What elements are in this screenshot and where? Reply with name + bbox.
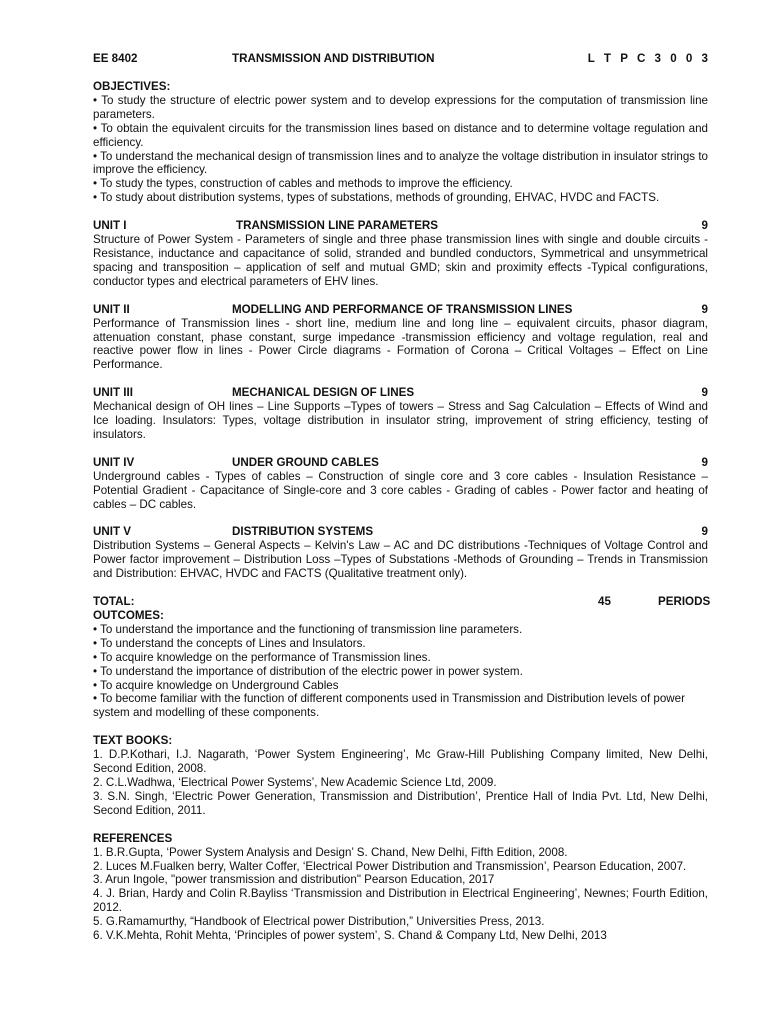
text-book-item: 1. D.P.Kothari, I.J. Nagarath, ‘Power System Engineering’, Mc Graw-Hill Publishing Company limited, New Delhi, Second Edition, 2008. [93,748,708,776]
text-books-heading: TEXT BOOKS: [93,734,173,748]
unit-5-section [93,525,708,581]
objectives-section [93,80,708,205]
unit-4-section [93,456,708,512]
unit-hours: 9 [701,455,708,469]
reference-item: 6. V.K.Mehta, Rohit Mehta, ‘Principles of power system’, S. Chand & Company Ltd, New Delhi, 2013 [93,929,607,943]
total-label: TOTAL: [93,595,135,609]
total-periods-row [93,595,711,609]
unit-heading [93,303,708,317]
unit-hours: 9 [701,525,708,539]
reference-item: 2. Luces M.Fualken berry, Walter Coffer, ‘Electrical Power Distribution and Transmission’, Pearson Education, 2007. [93,859,687,873]
reference-item: 3. Arun Ingole, "power transmission and distribution" Pearson Education, 2017 [93,873,495,887]
unit-label: UNIT I [93,219,127,233]
text-book-item: 3. S.N. Singh, ‘Electric Power Generation, Transmission and Distribution’, Prentice Hall of India Pvt. Ltd, New Delhi, Second Edition, 2011. [93,789,708,817]
course-code: EE 8402 [93,52,138,65]
ltpc-credits: L T P C 3 0 0 3 [587,52,711,65]
unit-hours: 9 [701,386,708,400]
outcomes-heading: OUTCOMES: [93,609,164,622]
unit-hours: 9 [701,302,708,316]
total-unit: PERIODS [658,595,711,609]
objective-item: • To obtain the equivalent circuits for the transmission lines based on distance and to determine voltage regulation and efficiency. [93,121,708,149]
unit-label: UNIT IV [93,455,135,469]
unit-body: Distribution Systems – General Aspects – Kelvin's Law – AC and DC distributions -Techniques of Voltage Control and Power factor improvement – Distribution Loss –Types of Substations -Methods of Grounding – Trends in Transmission and Distribution: EHVAC, HVDC and FACTS (Qualitative treatment only). [93,539,708,581]
unit-title: UNDER GROUND CABLES [232,455,379,469]
text-books-section [93,734,708,817]
unit-heading [93,386,708,400]
unit-label: UNIT II [93,302,130,316]
outcome-item: • To acquire knowledge on the performance of Transmission lines. [93,650,431,664]
reference-item: 4. J. Brian, Hardy and Colin R.Bayliss ‘Transmission and Distribution in Electrical Engineering’, Newnes; Fourth Edition, 2012. [93,887,708,915]
unit-title: TRANSMISSION LINE PARAMETERS [236,219,439,233]
total-number: 45 [598,595,611,609]
outcome-item: • To understand the concepts of Lines and Insulators. [93,636,366,650]
outcome-item: • To become familiar with the function of different components used in Transmission and Distribution levels of power system and modelling of these components. [93,692,685,720]
course-title: TRANSMISSION AND DISTRIBUTION [232,52,435,65]
unit-heading [93,456,708,470]
unit-hours: 9 [701,219,708,233]
references-heading: REFERENCES [93,831,173,845]
unit-heading [93,525,708,539]
unit-label: UNIT V [93,525,132,539]
course-header [93,52,711,66]
unit-2-section [93,303,708,373]
unit-body: Structure of Power System - Parameters of single and three phase transmission lines with single and double circuits -Resistance, inductance and capacitance of solid, stranded and bundled conductors, Symmetrical and unsymmetrical spacing and transposition – application of self and mutual GMD; skin and proximity effects -Typical configurations, conductor types and electrical parameters of EHV lines. [93,233,708,288]
objective-item: • To study the types, construction of cables and methods to improve the efficiency. [93,177,513,191]
unit-1-section [93,219,708,289]
unit-title: MODELLING AND PERFORMANCE OF TRANSMISSION LINES [232,302,573,316]
unit-body: Underground cables - Types of cables – Construction of single core and 3 core cables - Insulation Resistance – Potential Gradient - Capacitance of Single-core and 3 core cables - Grading of cables - Power factor and heating of cables – DC cables. [93,469,708,511]
unit-label: UNIT III [93,386,133,400]
unit-heading [93,219,708,233]
objective-item: • To understand the mechanical design of transmission lines and to analyze the voltage distribution in insulator strings to improve the efficiency. [93,149,708,177]
outcome-item: • To understand the importance of distribution of the electric power in power system. [93,664,523,678]
unit-body: Mechanical design of OH lines – Line Supports –Types of towers – Stress and Sag Calculation – Effects of Wind and Ice loading. Insulators: Types, voltage distribution in insulator string, improvement of string efficiency, testing of insulators. [93,400,708,441]
unit-title: DISTRIBUTION SYSTEMS [232,525,374,539]
objectives-heading: OBJECTIVES: [93,80,171,93]
outcome-item: • To understand the importance and the functioning of transmission line parameters. [93,622,523,636]
unit-title: MECHANICAL DESIGN OF LINES [232,386,415,400]
text-book-item: 2. C.L.Wadhwa, ‘Electrical Power Systems’, New Academic Science Ltd, 2009. [93,775,497,789]
outcome-item: • To acquire knowledge on Underground Cables [93,678,339,692]
reference-item: 1. B.R.Gupta, ‘Power System Analysis and Design’ S. Chand, New Delhi, Fifth Edition, 2008. [93,845,568,859]
objective-item: • To study the structure of electric power system and to develop expressions for the computation of transmission line parameters. [93,93,708,121]
unit-3-section [93,386,708,442]
syllabus-page [93,52,711,943]
unit-body: Performance of Transmission lines - short line, medium line and long line – equivalent circuits, phasor diagram, attenuation constant, phase constant, surge impedance -transmission efficiency and voltage regulation, real and reactive power flow in lines - Power Circle diagrams - Formation of Corona – Critical Voltages – Effect on Line Performance. [93,316,708,372]
reference-item: 5. G.Ramamurthy, “Handbook of Electrical power Distribution,” Universities Press, 2013. [93,915,545,929]
references-section [93,832,708,943]
total-and-outcomes [93,595,711,720]
objective-item: • To study about distribution systems, types of substations, methods of grounding, EHVAC, HVDC and FACTS. [93,191,660,205]
